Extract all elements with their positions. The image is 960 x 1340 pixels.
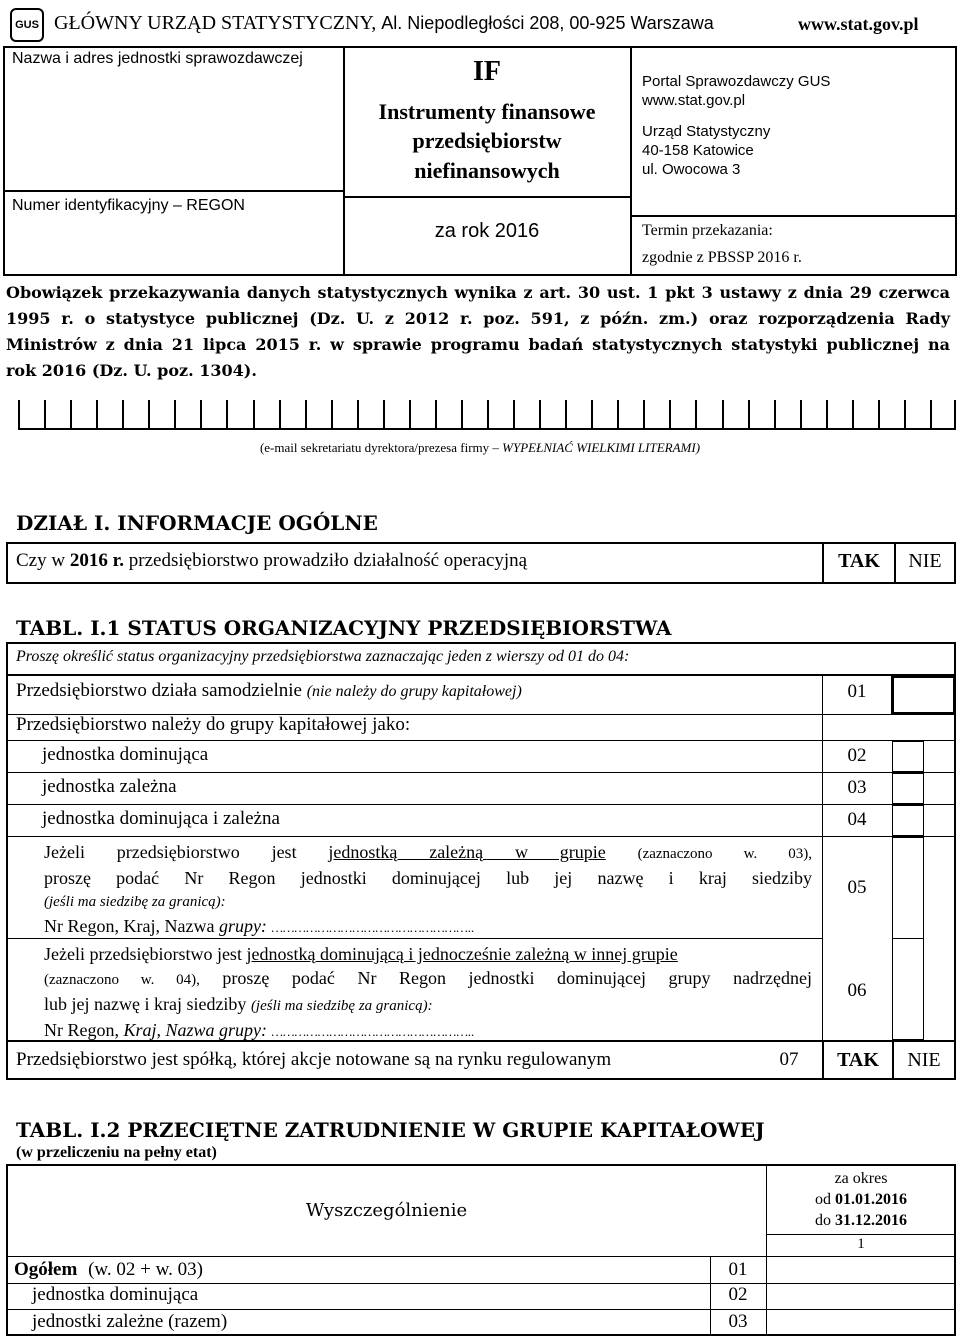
row01-text: Przedsiębiorstwo działa samodzielnie xyxy=(16,680,302,701)
period-from xyxy=(767,1189,955,1210)
row06-line4-b: Kraj, Nazwa grupy: xyxy=(123,1020,268,1040)
table2-colnum-line xyxy=(767,1234,955,1235)
table2-row1-num: 01 xyxy=(728,1259,748,1280)
table2-row-ogolem xyxy=(14,1259,203,1281)
table2-row3-value[interactable] xyxy=(767,1310,955,1335)
email-char-tick xyxy=(748,400,750,428)
gus-logo-text: GUS xyxy=(15,19,39,31)
table2-col-num: 1 xyxy=(857,1236,865,1252)
email-caption xyxy=(0,440,960,456)
email-char-tick xyxy=(409,400,411,428)
row05-line4-a: Nr Regon, Kraj, Nazwa xyxy=(44,916,215,936)
email-char-tick xyxy=(774,400,776,428)
table2-row3-label: jednostki zależne (razem) xyxy=(32,1311,228,1332)
office-address: Al. Niepodległości 208, 00-925 Warszawa xyxy=(381,13,714,33)
gus-logo xyxy=(10,8,44,42)
row06-line3-a: lub jej nazwę i kraj siedziby xyxy=(44,994,247,1014)
row06-bottom xyxy=(7,1040,955,1042)
row07-num: 07 xyxy=(779,1049,799,1070)
email-caption-normal: (e-mail sekretariatu dyrektora/prezesa firmy – xyxy=(259,440,499,455)
table2-period-block xyxy=(767,1168,955,1231)
table2-row2-label: jednostka dominująca xyxy=(32,1284,199,1305)
row03-num: 03 xyxy=(847,777,867,798)
form-title-block xyxy=(344,56,630,186)
email-char-tick xyxy=(44,400,46,428)
email-char-tick xyxy=(305,400,307,428)
question-year: 2016 r. xyxy=(69,550,125,571)
form-title-line3: niefinansowych xyxy=(414,158,560,183)
email-char-tick xyxy=(954,400,956,428)
email-caption-italic: WYPEŁNIAĆ WIELKIMI LITERAMI) xyxy=(502,440,701,455)
table2-row2-num: 02 xyxy=(728,1284,748,1305)
table1-title: TABL. I.1 STATUS ORGANIZACYJNY PRZEDSIĘBIORSTWA xyxy=(16,616,672,640)
legal-line3: Ministrów z dnia 21 lipca 2015 r. w sprawie programu badań statystycznych statystyki publicznej na xyxy=(6,335,950,354)
email-char-tick xyxy=(461,400,463,428)
deadline-value: zgodnie z PBSSP 2016 r. xyxy=(642,249,802,266)
email-char-tick xyxy=(70,400,72,428)
table1-instruction-line xyxy=(7,674,955,676)
row04-checkbox[interactable] xyxy=(892,805,924,836)
email-char-tick xyxy=(722,400,724,428)
email-input[interactable] xyxy=(18,400,956,430)
header-line xyxy=(54,12,714,35)
email-char-tick xyxy=(617,400,619,428)
row02-label: jednostka dominująca xyxy=(42,744,209,765)
row05-dots: …………………………………………….. xyxy=(271,920,475,935)
row05-line4-b: grupy: xyxy=(218,916,267,936)
email-char-tick xyxy=(513,400,515,428)
email-char-tick xyxy=(200,400,202,428)
table2-row1-label: (w. 02 + w. 03) xyxy=(88,1259,203,1280)
row06-text xyxy=(44,942,812,1044)
respondent-name-label: Nazwa i adres jednostki sprawozdawczej xyxy=(12,50,303,67)
row06-answer-cell[interactable] xyxy=(892,938,924,1040)
email-char-tick xyxy=(279,400,281,428)
email-char-tick xyxy=(539,400,541,428)
row06-line1 xyxy=(44,942,812,966)
email-char-tick xyxy=(331,400,333,428)
email-char-tick xyxy=(18,400,20,428)
question-start: Czy w xyxy=(16,550,66,571)
email-char-tick xyxy=(226,400,228,428)
period-from-a: od xyxy=(815,1191,831,1208)
row04-label: jednostka dominująca i zależna xyxy=(42,808,280,829)
email-char-tick xyxy=(800,400,802,428)
email-char-tick xyxy=(122,400,124,428)
recipient-bottom-line xyxy=(631,215,956,217)
table2-row1-label-bold: Ogółem xyxy=(14,1259,78,1280)
row01-checkbox[interactable] xyxy=(891,676,955,714)
period-to-a: do xyxy=(815,1212,831,1229)
row06-line2-b: proszę podać Nr Regon jednostki dominującej grupy nadrzędnej xyxy=(222,968,813,988)
row02-checkbox[interactable] xyxy=(892,741,924,772)
row07-yes-option[interactable]: TAK xyxy=(837,1049,879,1071)
row01-num: 01 xyxy=(847,681,867,702)
period-from-b: 01.01.2016 xyxy=(835,1191,907,1208)
email-char-tick xyxy=(253,400,255,428)
row05-c: (zaznaczono w. 03), xyxy=(637,846,813,862)
row05-answer-cell[interactable] xyxy=(892,837,924,939)
period-label: za okres xyxy=(834,1170,888,1187)
email-char-tick xyxy=(357,400,359,428)
legal-line4: rok 2016 (Dz. U. poz. 1304). xyxy=(6,361,257,380)
row06-line3 xyxy=(44,992,812,1018)
table2-subtitle: (w przeliczeniu na pełny etat) xyxy=(16,1144,217,1161)
table2-row3-num: 03 xyxy=(728,1311,748,1332)
recipient-block xyxy=(642,72,830,179)
email-char-tick xyxy=(669,400,671,428)
row02-bottom xyxy=(7,772,955,773)
email-char-tick xyxy=(930,400,932,428)
email-char-tick xyxy=(591,400,593,428)
row06-line2-a: (zaznaczono w. 04), xyxy=(44,972,200,988)
row05-b: jednostką zależną w grupie xyxy=(328,842,606,862)
form-title-line1: Instrumenty finansowe xyxy=(378,99,596,124)
row05-line3: (jeśli ma siedzibę za granicą): xyxy=(44,894,226,910)
website: www.stat.gov.pl xyxy=(798,14,919,34)
email-char-tick xyxy=(383,400,385,428)
row05-a: Jeżeli przedsiębiorstwo jest xyxy=(44,842,297,862)
legal-notice xyxy=(6,280,950,384)
email-char-tick xyxy=(904,400,906,428)
table2-title: TABL. I.2 PRZECIĘTNE ZATRUDNIENIE W GRUPIE KAPITAŁOWEJ xyxy=(16,1118,765,1142)
table2-row1-value[interactable] xyxy=(767,1257,955,1283)
email-char-tick xyxy=(643,400,645,428)
row05-line2: proszę podać Nr Regon jednostki dominującej lub jej nazwę i kraj siedziby xyxy=(44,868,812,888)
row06-line3-b: (jeśli ma siedzibę za granicą): xyxy=(250,998,433,1014)
section-title: DZIAŁ I. INFORMACJE OGÓLNE xyxy=(16,511,378,535)
row05-bottom xyxy=(7,938,822,939)
operational-no-option[interactable]: NIE xyxy=(908,550,942,572)
row03-label: jednostka zależna xyxy=(42,776,177,797)
row02-num: 02 xyxy=(847,745,867,766)
operational-yes-option[interactable]: TAK xyxy=(838,550,880,572)
regon-label: Numer identyfikacyjny – REGON xyxy=(12,197,245,214)
regon-top-line xyxy=(4,190,343,192)
row06-b: jednostką dominującą i jednocześnie zależną w innej grupie xyxy=(246,944,678,964)
group-bottom xyxy=(7,740,955,741)
office-name-recipient: Urząd Statystyczny xyxy=(642,123,771,140)
period-to xyxy=(767,1210,955,1231)
form-code: IF xyxy=(473,56,501,87)
row07-no-option[interactable]: NIE xyxy=(907,1049,941,1071)
row06-num: 06 xyxy=(847,980,867,1001)
row05-num: 05 xyxy=(847,877,867,898)
recipient-street: ul. Owocowa 3 xyxy=(642,161,741,178)
deadline-label: Termin przekazania: xyxy=(642,222,773,239)
email-char-tick xyxy=(565,400,567,428)
table2-col-head: Wyszczególnienie xyxy=(305,1200,468,1221)
row05-line1 xyxy=(44,840,812,866)
row05-line4 xyxy=(44,914,812,940)
row06-dots: …………………………………………….. xyxy=(271,1024,475,1039)
form-title-line2: przedsiębiorstw xyxy=(412,128,562,153)
form-year: za rok 2016 xyxy=(434,220,540,242)
email-char-tick xyxy=(148,400,150,428)
office-name: GŁÓWNY URZĄD STATYSTYCZNY, xyxy=(54,12,377,34)
email-char-tick xyxy=(826,400,828,428)
email-char-tick xyxy=(96,400,98,428)
question-end: przedsiębiorstwo prowadziło działalność operacyjną xyxy=(128,550,528,571)
period-to-b: 31.12.2016 xyxy=(835,1212,907,1229)
row05-text xyxy=(44,840,812,940)
group-label: Przedsiębiorstwo należy do grupy kapitałowej jako: xyxy=(16,714,411,735)
row03-bottom xyxy=(7,804,955,805)
row07-label: Przedsiębiorstwo jest spółką, której akcje notowane są na rynku regulowanym xyxy=(16,1049,612,1070)
recipient-city: 40-158 Katowice xyxy=(642,142,754,159)
row06-line4-a: Nr Regon, xyxy=(44,1020,119,1040)
row01-label xyxy=(16,680,522,702)
row04-bottom xyxy=(7,836,955,837)
row06-a: Jeżeli przedsiębiorstwo jest xyxy=(44,944,242,964)
legal-line1: Obowiązek przekazywania danych statystycznych wynika z art. 30 ust. 1 pkt 3 ustawy z dnia 29 czerwca xyxy=(6,283,950,302)
email-char-tick xyxy=(878,400,880,428)
email-char-tick xyxy=(487,400,489,428)
row01-note: (nie należy do grupy kapitałowej) xyxy=(306,683,522,700)
row04-num: 04 xyxy=(847,809,867,830)
portal-url: www.stat.gov.pl xyxy=(642,92,746,109)
row03-checkbox[interactable] xyxy=(892,773,924,804)
header-divider-right xyxy=(630,47,632,275)
email-char-tick xyxy=(174,400,176,428)
email-char-tick xyxy=(852,400,854,428)
portal-name: Portal Sprawozdawczy GUS xyxy=(642,73,831,90)
row06-line2 xyxy=(44,966,812,992)
email-char-tick xyxy=(435,400,437,428)
legal-line2: 1995 r. o statystyce publicznej (Dz. U. z 2012 r. poz. 591, z późn. zm.) oraz rozporządzenia Rady xyxy=(6,309,950,328)
email-char-tick xyxy=(695,400,697,428)
table2-row2-value[interactable] xyxy=(767,1284,955,1309)
table1-instruction: Proszę określić status organizacyjny przedsiębiorstwa zaznaczając jeden z wierszy od 01 do 04: xyxy=(16,648,630,665)
operational-question xyxy=(16,550,527,572)
form-bottom-line xyxy=(344,196,630,198)
